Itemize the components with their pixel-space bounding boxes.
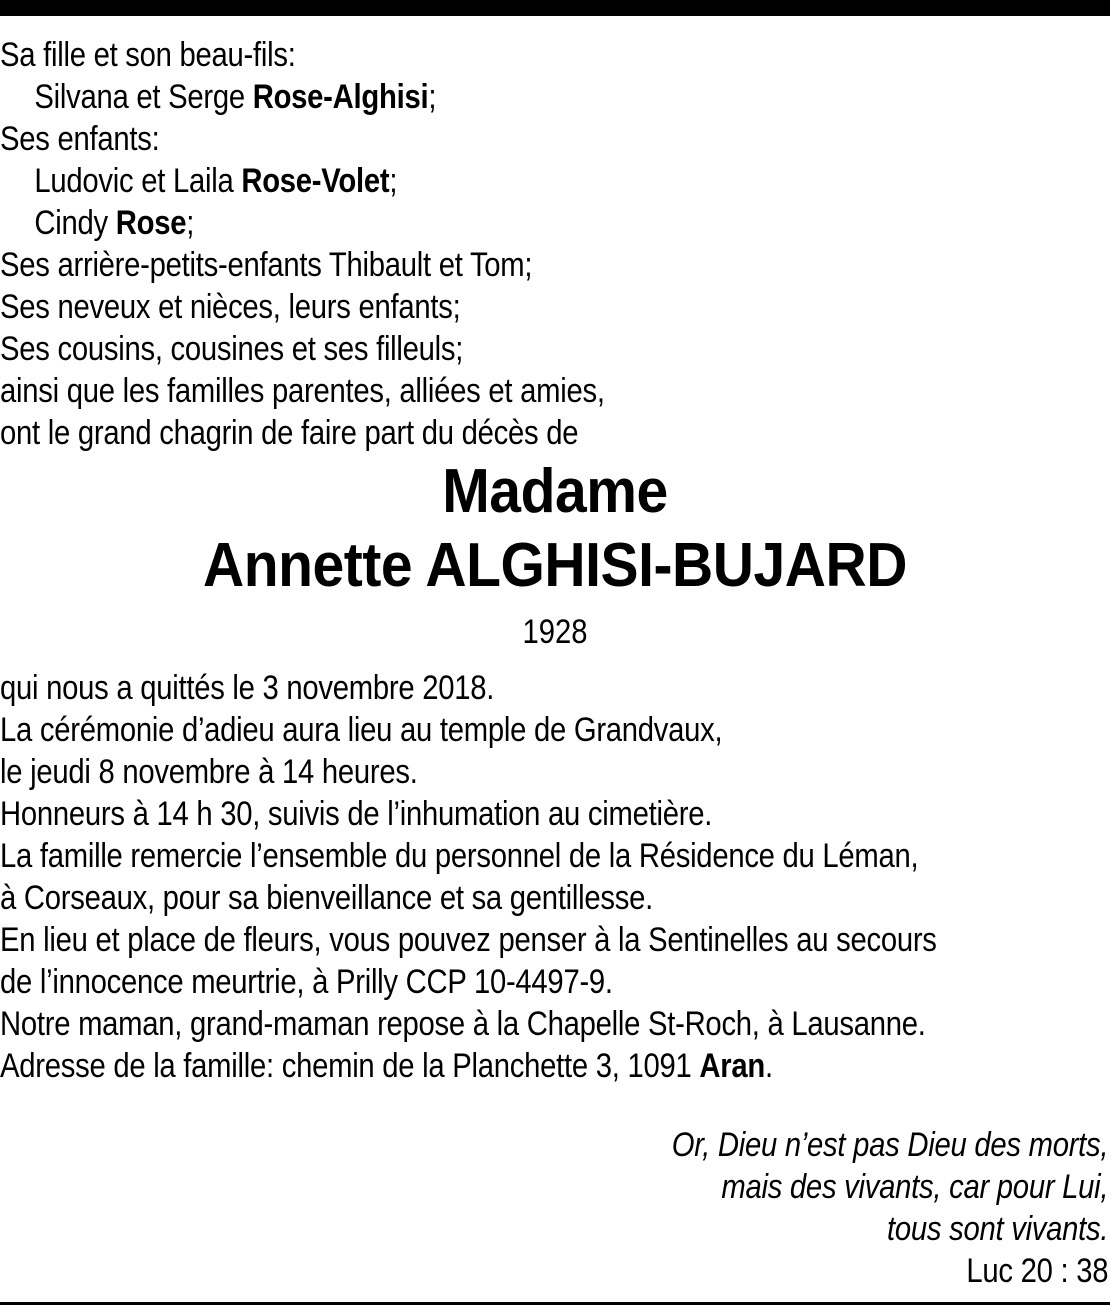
daughter-end: ; <box>428 78 437 116</box>
deceased-name: Annette ALGHISI-BUJARD <box>203 531 907 600</box>
details-line-4: Honneurs à 14 h 30, suivis de l’inhumation au cimetière. <box>0 795 713 833</box>
birth-year: 1928 <box>522 613 588 651</box>
verse-line-3: tous sont vivants. <box>887 1210 1109 1248</box>
intro-daughter: Sa fille et son beau-fils: <box>0 36 296 74</box>
great-grandchildren: Ses arrière-petits-enfants Thibault et Tom; <box>0 246 533 284</box>
details-line-7: En lieu et place de fleurs, vous pouvez penser à la Sentinelles au secours <box>0 921 937 959</box>
verse-reference: Luc 20 : 38 <box>966 1252 1109 1290</box>
top-rule <box>0 0 1110 16</box>
family-address <box>0 1045 955 1087</box>
address-end: . <box>764 1047 773 1085</box>
child2-names: Cindy <box>34 204 116 242</box>
details-line-6: à Corseaux, pour sa bienveillance et sa gentillesse. <box>0 879 653 917</box>
nephews: Ses neveux et nièces, leurs enfants; <box>0 288 461 326</box>
details-line-1: qui nous a quittés le 3 novembre 2018. <box>0 669 495 707</box>
intro-children: Ses enfants: <box>0 120 160 158</box>
family-list <box>0 34 1110 454</box>
details-line-8: de l’innocence meurtrie, à Prilly CCP 10-4497-9. <box>0 963 613 1001</box>
verse-line-2: mais des vivants, car pour Lui, <box>721 1168 1109 1206</box>
bible-verse <box>0 1124 1110 1292</box>
details <box>0 667 1110 1087</box>
deceased-title: Madame <box>442 457 668 526</box>
details-line-9: Notre maman, grand-maman repose à la Chapelle St-Roch, à Lausanne. <box>0 1005 926 1043</box>
deceased-heading <box>0 455 1110 653</box>
address-prefix: Adresse de la famille: chemin de la Planchette 3, 1091 <box>0 1047 700 1085</box>
cousins: Ses cousins, cousines et ses filleuls; <box>0 330 464 368</box>
details-line-2: La cérémonie d’adieu aura lieu au temple de Grandvaux, <box>0 711 723 749</box>
child1-end: ; <box>389 162 398 200</box>
announcement: ont le grand chagrin de faire part du décès de <box>0 414 579 452</box>
child2-end: ; <box>186 204 195 242</box>
child2-surname: Rose <box>115 204 187 242</box>
child1-line <box>0 160 955 202</box>
bottom-rule <box>0 1302 1110 1305</box>
daughter-names: Silvana et Serge <box>34 78 253 116</box>
details-line-5: La famille remercie l’ensemble du personnel de la Résidence du Léman, <box>0 837 919 875</box>
families: ainsi que les familles parentes, alliées et amies, <box>0 372 605 410</box>
details-line-3: le jeudi 8 novembre à 14 heures. <box>0 753 418 791</box>
daughter-line <box>0 76 955 118</box>
child1-names: Ludovic et Laila <box>34 162 242 200</box>
daughter-surname: Rose-Alghisi <box>252 78 429 116</box>
child2-line <box>0 202 955 244</box>
address-town: Aran <box>699 1047 765 1085</box>
child1-surname: Rose-Volet <box>241 162 390 200</box>
verse-line-1: Or, Dieu n’est pas Dieu des morts, <box>671 1126 1109 1164</box>
